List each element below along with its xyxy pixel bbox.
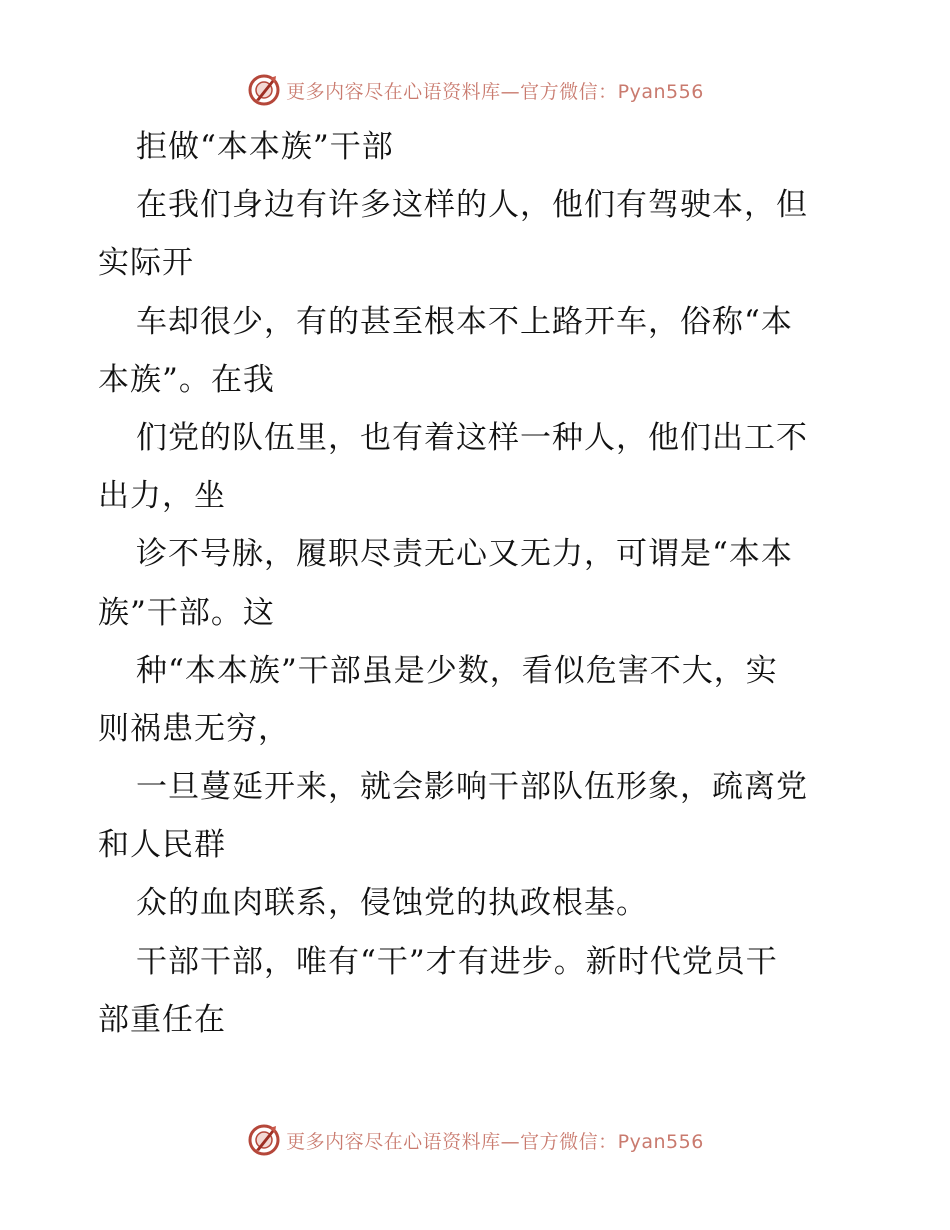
text-line: 众的血肉联系，侵蚀党的执政根基。 xyxy=(136,885,648,922)
text-line: 一旦蔓延开来，就会影响干部队伍形象，疏离党 xyxy=(136,769,808,806)
text-line: 则祸患无穷， xyxy=(98,710,290,747)
text-line: 车却很少，有的甚至根本不上路开车，俗称“本 xyxy=(136,303,793,340)
text-line: 拒做“本本族”干部 xyxy=(136,129,394,165)
header-banner xyxy=(0,70,950,110)
text-line: 们党的队伍里，也有着这样一种人，他们出工不 xyxy=(136,419,808,456)
quill-circle-logo-icon xyxy=(246,1122,282,1158)
text-line: 在我们身边有许多这样的人，他们有驾驶本，但 xyxy=(136,187,808,224)
text-line: 诊不号脉，履职尽责无心又无力，可谓是“本本 xyxy=(136,536,793,573)
footer-banner xyxy=(0,1120,950,1160)
quill-circle-logo-icon xyxy=(246,72,282,108)
text-line: 出力，坐 xyxy=(98,478,226,515)
banner-text: 更多内容尽在心语资料库—官方微信：Pyan556 xyxy=(286,80,704,103)
text-line: 种“本本族”干部虽是少数，看似危害不大，实 xyxy=(136,652,778,689)
text-line: 和人民群 xyxy=(98,827,226,864)
document-body xyxy=(98,118,858,1049)
text-line: 实际开 xyxy=(98,245,194,282)
text-line: 部重任在 xyxy=(98,1001,226,1038)
text-line: 本族”。在我 xyxy=(98,361,275,398)
text-line: 干部干部，唯有“干”才有进步。新时代党员干 xyxy=(136,943,778,980)
banner-text: 更多内容尽在心语资料库—官方微信：Pyan556 xyxy=(286,1130,704,1153)
text-line: 族”干部。这 xyxy=(98,594,275,631)
